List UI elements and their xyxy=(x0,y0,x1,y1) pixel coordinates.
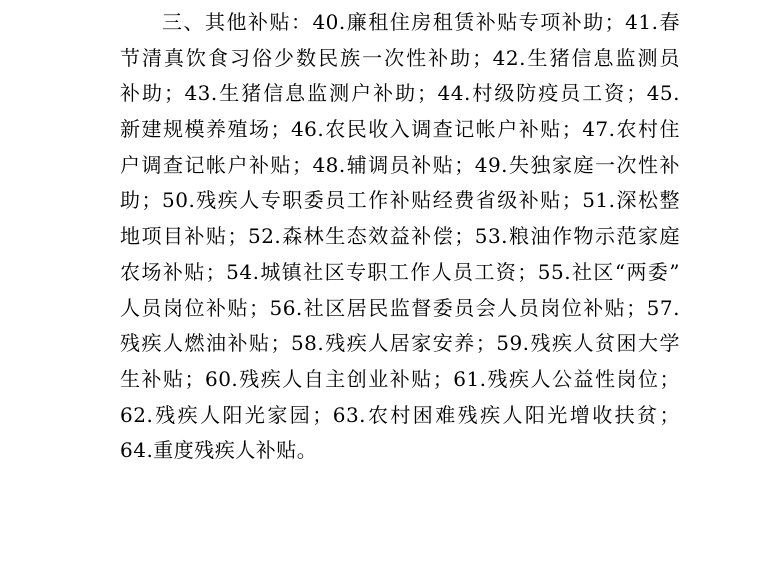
text-line: 地项目补贴；52.森林生态效益补偿；53.粮油作物示范家庭 xyxy=(120,224,680,249)
text-line: 助；50.残疾人专职委员工作补贴经费省级补贴；51.深松整 xyxy=(120,188,680,213)
text-line: 62.残疾人阳光家园；63.农村困难残疾人阳光增收扶贫； xyxy=(120,402,680,427)
text-line: 生补贴；60.残疾人自主创业补贴；61.残疾人公益性岗位； xyxy=(120,366,680,391)
text-line: 补助；43.生猪信息监测户补助；44.村级防疫员工资；45. xyxy=(120,81,680,106)
text-line: 新建规模养殖场；46.农民收入调查记帐户补贴；47.农村住 xyxy=(120,117,680,142)
text-line: 人员岗位补贴；56.社区居民监督委员会人员岗位补贴；57. xyxy=(120,295,680,320)
text-line: 64.重度残疾人补贴。 xyxy=(120,438,318,463)
text-line: 三、其他补贴：40.廉租住房租赁补贴专项补助；41.春 xyxy=(162,10,680,34)
text-line: 户调查记帐户补贴；48.辅调员补贴；49.失独家庭一次性补 xyxy=(120,152,680,177)
text-line: 残疾人燃油补贴；58.残疾人居家安养；59.残疾人贫困大学 xyxy=(120,331,680,356)
text-line: 农场补贴；54.城镇社区专职工作人员工资；55.社区“两委” xyxy=(120,259,680,284)
paragraph-other-subsidies xyxy=(120,5,680,469)
text-line: 节清真饮食习俗少数民族一次性补助；42.生猪信息监测员 xyxy=(120,45,680,70)
